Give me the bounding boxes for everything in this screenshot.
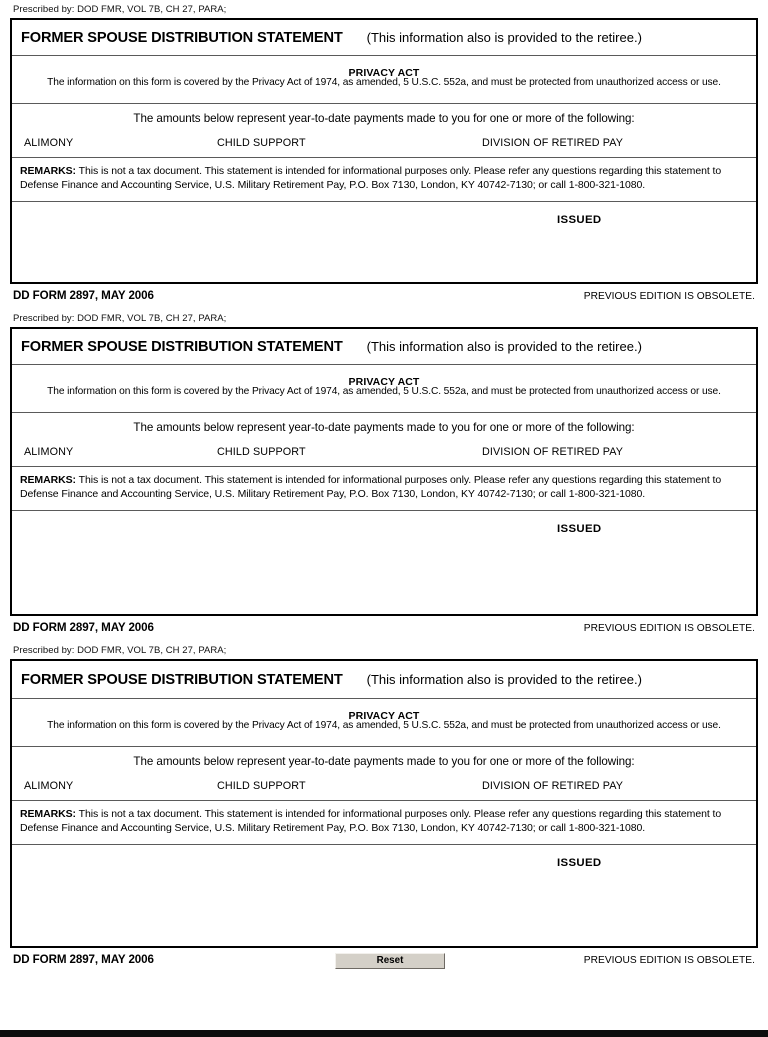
form-title-row	[12, 329, 756, 365]
form-number: DD FORM 2897, MAY 2006	[13, 289, 154, 302]
privacy-act-row	[12, 699, 756, 747]
privacy-act-text: The information on this form is covered by the Privacy Act of 1974, as amended, 5 U.S.C. 552a, and must be protected from unauthorized access or use.	[47, 77, 721, 88]
payment-category-list	[12, 446, 756, 462]
reset-button[interactable]: Reset	[335, 953, 445, 969]
category-alimony: ALIMONY	[24, 446, 74, 458]
category-alimony: ALIMONY	[24, 137, 74, 149]
form-title-note: (This information also is provided to the retiree.)	[366, 672, 642, 687]
page-title: FORMER SPOUSE DISTRIBUTION STATEMENT	[21, 29, 343, 46]
form-footer	[10, 619, 758, 641]
category-division-of-retired-pay: DIVISION OF RETIRED PAY	[482, 780, 624, 792]
form-block-1	[10, 0, 758, 309]
remarks-text: This is not a tax document. This statement is intended for informational purposes only. Please refer any questions regarding this statement to Defense Finance and Accounting Service, U.S. Military Retirement Pay, P.O. Box 7130, London, KY 40742-7130; or call 1-800-321-1080.	[20, 474, 722, 500]
form-block-2	[10, 309, 758, 641]
category-child-support: CHILD SUPPORT	[217, 780, 306, 792]
prescribed-by-line: Prescribed by: DOD FMR, VOL 7B, CH 27, PARA;	[13, 313, 227, 324]
issued-label: ISSUED	[557, 523, 602, 535]
page-title: FORMER SPOUSE DISTRIBUTION STATEMENT	[21, 338, 343, 355]
remarks-row	[12, 158, 756, 202]
remarks-label: REMARKS:	[20, 808, 76, 820]
category-alimony: ALIMONY	[24, 780, 74, 792]
edition-note: PREVIOUS EDITION IS OBSOLETE.	[583, 955, 755, 966]
prescribed-by-line: Prescribed by: DOD FMR, VOL 7B, CH 27, PARA;	[13, 4, 227, 15]
remarks-paragraph	[20, 165, 748, 192]
form-title-note: (This information also is provided to the retiree.)	[366, 339, 642, 354]
remarks-label: REMARKS:	[20, 474, 76, 486]
privacy-act-text: The information on this form is covered by the Privacy Act of 1974, as amended, 5 U.S.C. 552a, and must be protected from unauthorized access or use.	[47, 720, 721, 731]
category-division-of-retired-pay: DIVISION OF RETIRED PAY	[482, 137, 624, 149]
form-title-note: (This information also is provided to the retiree.)	[366, 30, 642, 45]
privacy-act-heading: PRIVACY ACT	[348, 376, 420, 388]
privacy-act-row	[12, 56, 756, 104]
page-title: FORMER SPOUSE DISTRIBUTION STATEMENT	[21, 671, 343, 688]
privacy-act-text: The information on this form is covered by the Privacy Act of 1974, as amended, 5 U.S.C. 552a, and must be protected from unauthorized access or use.	[47, 386, 721, 397]
amounts-lead-text: The amounts below represent year-to-date payments made to you for one or more of the following:	[133, 421, 635, 434]
edition-note: PREVIOUS EDITION IS OBSOLETE.	[583, 623, 755, 634]
remarks-paragraph	[20, 808, 748, 835]
issued-label: ISSUED	[557, 214, 602, 226]
remarks-text: This is not a tax document. This statement is intended for informational purposes only. Please refer any questions regarding this statement to Defense Finance and Accounting Service, U.S. Military Retirement Pay, P.O. Box 7130, London, KY 40742-7130; or call 1-800-321-1080.	[20, 808, 722, 834]
privacy-act-row	[12, 365, 756, 413]
amounts-lead-text: The amounts below represent year-to-date payments made to you for one or more of the following:	[133, 112, 635, 125]
edition-note: PREVIOUS EDITION IS OBSOLETE.	[583, 291, 755, 302]
payment-category-list	[12, 137, 756, 153]
form-number: DD FORM 2897, MAY 2006	[13, 621, 154, 634]
amounts-row	[12, 747, 756, 801]
form-box	[10, 18, 758, 284]
remarks-text: This is not a tax document. This statement is intended for informational purposes only. Please refer any questions regarding this statement to Defense Finance and Accounting Service, U.S. Military Retirement Pay, P.O. Box 7130, London, KY 40742-7130; or call 1-800-321-1080.	[20, 165, 722, 191]
issued-row	[12, 845, 756, 946]
form-box	[10, 327, 758, 616]
form-footer	[10, 287, 758, 309]
amounts-lead-text: The amounts below represent year-to-date payments made to you for one or more of the following:	[133, 755, 635, 768]
category-child-support: CHILD SUPPORT	[217, 137, 306, 149]
bottom-band	[0, 1030, 768, 1037]
remarks-row	[12, 801, 756, 845]
amounts-row	[12, 104, 756, 158]
form-number: DD FORM 2897, MAY 2006	[13, 953, 154, 966]
prescribed-by-line: Prescribed by: DOD FMR, VOL 7B, CH 27, PARA;	[13, 645, 227, 656]
amounts-row	[12, 413, 756, 467]
form-block-3	[10, 641, 758, 973]
form-title-row	[12, 661, 756, 699]
remarks-row	[12, 467, 756, 511]
privacy-act-heading: PRIVACY ACT	[348, 67, 420, 79]
issued-row	[12, 202, 756, 282]
remarks-paragraph	[20, 474, 748, 501]
issued-row	[12, 511, 756, 614]
issued-label: ISSUED	[557, 857, 602, 869]
remarks-label: REMARKS:	[20, 165, 76, 177]
form-title-row	[12, 20, 756, 56]
privacy-act-heading: PRIVACY ACT	[348, 710, 420, 722]
category-child-support: CHILD SUPPORT	[217, 446, 306, 458]
form-footer	[10, 951, 758, 973]
form-box	[10, 659, 758, 948]
payment-category-list	[12, 780, 756, 796]
category-division-of-retired-pay: DIVISION OF RETIRED PAY	[482, 446, 624, 458]
